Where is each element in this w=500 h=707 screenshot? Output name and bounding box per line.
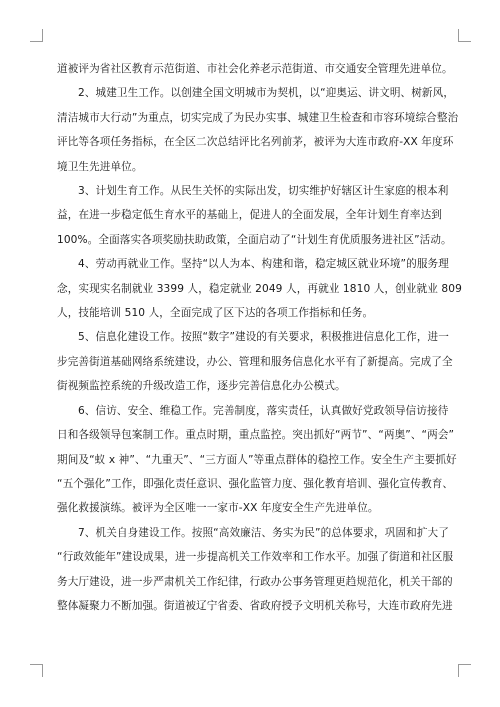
crop-mark-top-left: [30, 29, 43, 42]
text-line: 境卫生先进单位。: [57, 160, 143, 173]
crop-mark-bottom-left: [30, 664, 43, 677]
text-line: 强化救援演练。被评为全区唯一一家市-XX 年度安全生产先进单位。: [57, 502, 379, 515]
text-line: 道被评为省社区教育示范街道、市社会化养老示范街道、市交通安全管理先进单位。: [57, 63, 453, 75]
text-line: 人，技能培训 510 人，全面完成了区下达的各项工作指标和任务。: [57, 307, 374, 320]
text-line: 步完善街道基础网络系统建设，办公、管理和服务信息化水平有了新提高。完成了全: [57, 355, 453, 368]
document-body: [57, 57, 462, 618]
paragraph-continuation: [57, 57, 453, 81]
text-line: 清洁城市大行动”为重点，切实完成了为民办实事、城建卫生检查和市容环境综合整治: [57, 111, 459, 124]
text-line: 评比等各项任务指标，在全区二次总结评比名列前茅，被评为大连市政府-XX 年度环: [57, 136, 454, 149]
text-line: 益，在进一步稳定低生育水平的基础上，促进人的全面发展，全年计划生育率达到: [57, 209, 442, 222]
text-line: 6、信访、安全、维稳工作。完善制度，落实责任，认真做好党政领导信访接待: [78, 404, 449, 417]
text-line: 4、劳动再就业工作。坚持“以人为本、构建和谐，稳定城区就业环境”的服务理: [78, 258, 449, 271]
text-line: 期间及“蚁 x 神”、“九重天”、“三方面人”等重点群体的稳控工作。安全生产主要抓好: [57, 453, 457, 466]
paragraph-organ-building: [57, 521, 454, 619]
paragraph-safety-stability: [57, 399, 457, 521]
paragraph-employment: [57, 252, 462, 325]
text-line: 5、信息化建设工作。按照“数字”建设的有关要求，积极推进信息化工作，进一: [78, 331, 449, 344]
text-line: 100%。全面落实各项奖励扶助政策，全面启动了“计划生育优质服务进社区”活动。: [57, 233, 452, 246]
text-line: 念，实现实名制就业 3399 人，稳定就业 2049 人，再就业 1810 人，创业就业 809: [57, 282, 462, 295]
text-line: 整体凝聚力不断加强。街道被辽宁省委、省政府授予文明机关称号，大连市政府先进: [57, 599, 453, 612]
paragraph-family-planning: [57, 179, 452, 252]
text-line: 7、机关自身建设工作。按照“高效廉洁、务实为民”的总体要求，巩固和扩大了: [78, 526, 449, 539]
text-line: “行政效能年”建设成果，进一步提高机关工作效率和工作水平。加强了街道和社区服: [57, 551, 454, 564]
text-line: 街视频监控系统的升级改造工作，逐步完善信息化办公模式。: [57, 380, 346, 393]
crop-mark-top-right: [458, 29, 471, 42]
text-line: “五个强化”工作，即强化责任意识、强化监管力度、强化教育培训、强化宣传教育、: [57, 477, 454, 490]
text-line: 3、计划生育工作。从民生关怀的实际出发，切实维护好辖区计生家庭的根本利: [78, 185, 449, 198]
paragraph-informatization: [57, 325, 453, 398]
text-line: 2、城建卫生工作。以创建全国文明城市为契机，以“迎奥运、讲文明、树新风，: [78, 87, 455, 100]
paragraph-urban-sanitation: [57, 81, 459, 179]
text-line: 务大厅建设，进一步严肃机关工作纪律，行政办公事务管理更趋规范化，机关干部的: [57, 575, 453, 588]
text-line: 日和各级领导包案制工作。重点时期，重点监控。突出抓好“两节”、“两奥”、“两会”: [57, 429, 455, 442]
crop-mark-bottom-right: [458, 664, 471, 677]
